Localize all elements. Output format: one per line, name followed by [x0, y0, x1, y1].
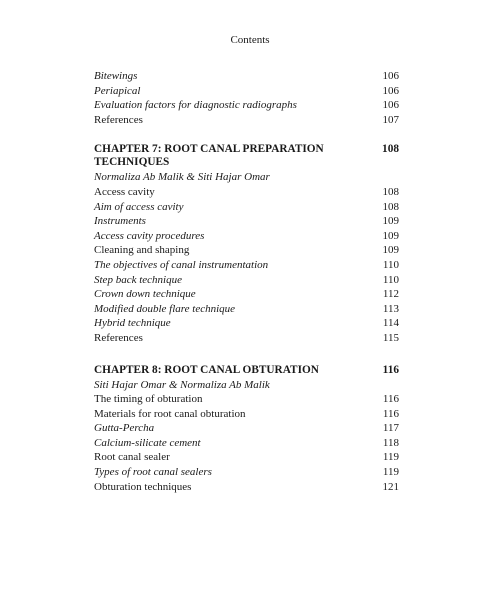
chapter-title: CHAPTER 8: ROOT CANAL OBTURATION — [94, 363, 319, 376]
toc-entry[interactable] — [94, 392, 399, 407]
toc-entry-label: Hybrid technique — [94, 317, 171, 330]
chapter-heading[interactable] — [94, 143, 399, 169]
toc-entry-page: 121 — [382, 480, 399, 493]
toc-entry-page: 106 — [382, 70, 399, 82]
toc-entry-label: Modified double flare technique — [94, 302, 236, 315]
toc-entry-label: Calcium-silicate cement — [94, 436, 201, 449]
toc-entry-page: 106 — [382, 99, 399, 112]
toc-entry[interactable] — [94, 200, 399, 215]
toc-entry-page: 119 — [382, 451, 399, 464]
toc-entry-page: 119 — [382, 466, 399, 479]
chapter-authors: Normaliza Ab Malik & Siti Hajar Omar — [94, 171, 270, 184]
toc-entry[interactable] — [94, 287, 399, 302]
toc-entry-label: References — [94, 331, 143, 344]
toc-entry-label: Crown down technique — [94, 288, 196, 301]
chapter-page: 116 — [382, 363, 399, 376]
toc-entry[interactable] — [94, 273, 399, 288]
toc-entry-page: 116 — [382, 407, 399, 420]
toc-entry-page: 110 — [382, 258, 399, 271]
toc-entry[interactable] — [94, 113, 399, 128]
toc-entry-label: Gutta-Percha — [94, 422, 155, 435]
toc-entry-page: 118 — [382, 436, 399, 449]
toc-entry-page: 114 — [382, 317, 399, 330]
chapter-title: CHAPTER 7: ROOT CANAL PREPARATION TECHNIQUES — [94, 143, 324, 169]
chapter-7-section — [94, 143, 399, 345]
toc-entry-page: 112 — [382, 288, 399, 301]
toc-entry[interactable] — [94, 465, 399, 480]
toc-entry-label: Access cavity — [94, 185, 155, 198]
table-of-contents — [94, 69, 399, 494]
toc-entry-page: 108 — [382, 200, 399, 213]
toc-entry[interactable] — [94, 407, 399, 422]
toc-entry[interactable] — [94, 98, 399, 113]
toc-entry-label: The timing of obturation — [94, 393, 203, 406]
toc-entry-page: 110 — [382, 273, 399, 286]
toc-entry[interactable] — [94, 316, 399, 331]
toc-entry[interactable] — [94, 69, 399, 84]
toc-entry-label: Obturation techniques — [94, 480, 192, 493]
toc-entry[interactable] — [94, 331, 399, 346]
toc-entry-label: Evaluation factors for diagnostic radiographs — [94, 99, 297, 112]
toc-entry[interactable] — [94, 185, 399, 200]
chapter-authors: Siti Hajar Omar & Normaliza Ab Malik — [94, 378, 270, 391]
toc-entry[interactable] — [94, 214, 399, 229]
toc-entry-label: Step back technique — [94, 273, 182, 286]
toc-entry[interactable] — [94, 258, 399, 273]
toc-entry-label: Instruments — [94, 215, 146, 228]
toc-entry[interactable] — [94, 302, 399, 317]
toc-entry-label: The objectives of canal instrumentation — [94, 258, 269, 271]
toc-entry[interactable] — [94, 480, 399, 495]
toc-entry[interactable] — [94, 450, 399, 465]
toc-entry-label: Periapical — [94, 84, 141, 97]
toc-entry-page: 109 — [382, 229, 399, 242]
toc-entry-label: Aim of access cavity — [94, 200, 184, 213]
toc-entry[interactable] — [94, 421, 399, 436]
toc-entry-page: 107 — [382, 113, 399, 126]
toc-entry[interactable] — [94, 243, 399, 258]
chapter-page: 108 — [382, 143, 399, 156]
chapter-8-section — [94, 364, 399, 495]
toc-entry-page: 109 — [382, 215, 399, 228]
toc-entry-label: Root canal sealer — [94, 451, 170, 464]
toc-entry-page: 117 — [382, 422, 399, 435]
toc-entry-page: 108 — [382, 185, 399, 198]
toc-entry[interactable] — [94, 229, 399, 244]
toc-entry-page: 113 — [382, 302, 399, 315]
toc-entry[interactable] — [94, 84, 399, 99]
toc-entry-page: 109 — [382, 244, 399, 257]
toc-entry-label: Materials for root canal obturation — [94, 407, 246, 420]
toc-entry-label: Types of root canal sealers — [94, 466, 212, 479]
page-header: Contents — [230, 34, 270, 46]
toc-entry-page: 116 — [382, 393, 399, 406]
toc-entry[interactable] — [94, 436, 399, 451]
toc-entry-label: References — [94, 113, 143, 126]
toc-entry-page: 115 — [382, 331, 399, 344]
toc-entry-label: Access cavity procedures — [94, 229, 205, 242]
chapter-heading[interactable] — [94, 364, 399, 377]
toc-entry-label: Cleaning and shaping — [94, 244, 190, 257]
toc-entry-page: 106 — [382, 84, 399, 97]
toc-entry-label: Bitewings — [94, 70, 138, 82]
previous-section-entries — [94, 69, 399, 127]
